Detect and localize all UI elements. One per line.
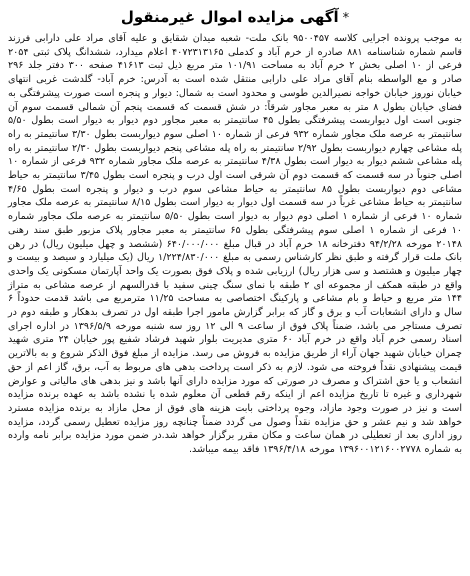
notice-header	[6, 4, 464, 30]
auction-notice	[6, 4, 464, 570]
title-bullet: *	[342, 11, 350, 26]
notice-body: به موجب پرونده اجرایی کلاسه ۹۵۰۰۴۵۷ بانک ملت- شعبه میدان شقایق و علیه آقای مراد علی دارابی فرزند قاسم شماره شناسنامه ۸۸۱ صادره از خرم آباد و کدملی ۴۰۷۲۳۱۳۱۶۵ اعلام میدارد، ششدانگ پلاک ثبتی ۲۰۵۴ فرعی از ۱۰ اصلی بخش ۲ خرم آباد به مساحت ۱۰۱/۹۱ متر مربع ذیل ثبت ۴۱۶۱۳ صفحه ۳۰۰ دفتر جلد ۲۹۶ صادر و مع الواسطه بنام آقای مراد علی دارابی منتقل شده است به آدرس: خرم آباد- گلدشت غربی انتهای خیابان نوروز خیابان خواجه نصیرالدین طوسی و محدود است به شمال: دیوار و پنجره است صورت پیشرفتگی به فضای خیابان بطول ۸ متر به معبر مجاور شرقاً: در شش قسمت که قسمت پنجم آن شمالی قسمت سوم آن جنوبی است اول دیواربست پیشرفتگی بطول ۴۵ سانتیمتر به معبر مجاور دوم دیوار به دیوار است بطول ۵/۵۰ سانتیمتر به عرصه ملک مجاور شماره ۹۳۲ فرعی از شماره ۱۰ اصلی سوم دیواربست بطول ۳/۳۰ سانتیمتر به راه پله مشاعی چهارم دیواربست بطول ۲/۹۲ سانتیمتر به راه پله مشاعی پنجم دیواربست بطول ۲/۳۰ سانتیمتر به راه پله مشاعی ششم دیوار به دیوار است بطول ۴/۳۸ سانتیمتر به عرصه ملک مجاور شماره ۹۳۲ فرعی از شماره ۱۰ اصلی جنوباً در سه قسمت که قسمت دوم آن شرقی است اول درب و پنجره است بطول ۳/۴۵ سانتیمتر به حیاط مشاعی دوم دیواربست بطول ۸۵ سانتیمتر به حیاط مشاعی سوم درب و دیوار و پنجره است بطول ۴/۶۵ سانتیمتر به حیاط مشاعی غرباً در سه قسمت اول دیوار به دیوار است بطول ۸/۱۵ سانتیمتر به عرصه ملک مجاور شماره ۱۰ فرعی از شماره ۱ اصلی دوم دیوار به دیوار است بطول ۵/۵۰ سانتیمتر به عرصه ملک مجاور شماره ۱۰ فرعی از شماره ۱ اصلی سوم پیشرفتگی بطول ۶۵ سانتیمتر به معبر مجاور پلاک مزبور طبق سند رهنی ۲۰۱۴۸ مورخه ۹۴/۲/۲۸ دفترخانه ۱۸ خرم آباد در قبال مبلغ ۶۴۰/۰۰۰/۰۰۰ (ششصد و چهل میلیون ریال) در رهن بانک ملت قرار گرفته و طبق نظر کارشناس رسمی به مبلغ ۱/۲۲۴/۸۳۰/۰۰۰ ریال (یک میلیارد و سیصد و بیست و چهار میلیون و هشتصد و سی هزار ریال) ارزیابی شده و پلاک فوق بصورت یک واحد آپارتمان مسکونی یک واحدی واقع در طبقه همکف از مجموعه ای ۲ طبقه با نمای سنگ چینی سفید با قدرالسهم از عرصه مشاعی به متراژ ۱۴۴ متر مربع و حیاط و بام مشاعی و پارکینگ اختصاصی به مساحت ۱۱/۲۵ مترمربع می باشد قدمت حدوداً ۶ سال و دارای انشعابات آب و برق و گاز که برابر گزارش مامور اجرا طبقه اول در تصرف بدهکار و طبقه دوم در تصرف مستاجر می باشد، ضمناً پلاک فوق از ساعت ۹ الی ۱۲ روز سه شنبه مورخه ۱۳۹۶/۵/۹ در اداره اجرای اسناد رسمی خرم آباد واقع در خرم آباد ۶۰ متری مدیریت بلوار شهید فرشاد شفیع پور خیابان ۲۴ متری شهید چمران خیابان شهید جهان آراء از طریق مزایده به فروش می رسد. مزایده از مبلغ فوق الذکر شروع و به بالاترین قیمت پیشنهادی نقداً فروخته می شود. لازم به ذکر است پرداخت بدهی های مربوط به آب، برق، گاز اعم از حق انشعاب و یا حق اشتراک و مصرف در صورتی که مورد مزایده دارای آنها باشد و نیز بدهی های مالیاتی و عوارض شهرداری و غیره تا تاریخ مزایده اعم از اینکه رقم قطعی آن معلوم شده یا نشده باشد به عهده برنده مزایده است و نیز در صورت وجود مازاد، وجوه پرداختی بابت هزینه های فوق از محل مازاد به برنده مزایده مسترد خواهد شد و نیم عشر و حق مزایده نقداً وصول می گردد ضمناً چنانچه روز مزایده تعطیل رسمی گردد، مزایده روز اداری بعد از تعطیلی در همان ساعت و مکان مقرر برگزار خواهد شد.در ضمن مورد مزایده برابر نامه وارده به شماره ۱۳۹۶۰۰۱۲۱۶۰۰۲۷۷۸ مورخه ۱۳۹۶/۴/۱۸ فاقد بیمه میباشد.	[8, 33, 463, 456]
notice-title: آگهی مزایده اموال غیرمنقول	[120, 8, 339, 26]
